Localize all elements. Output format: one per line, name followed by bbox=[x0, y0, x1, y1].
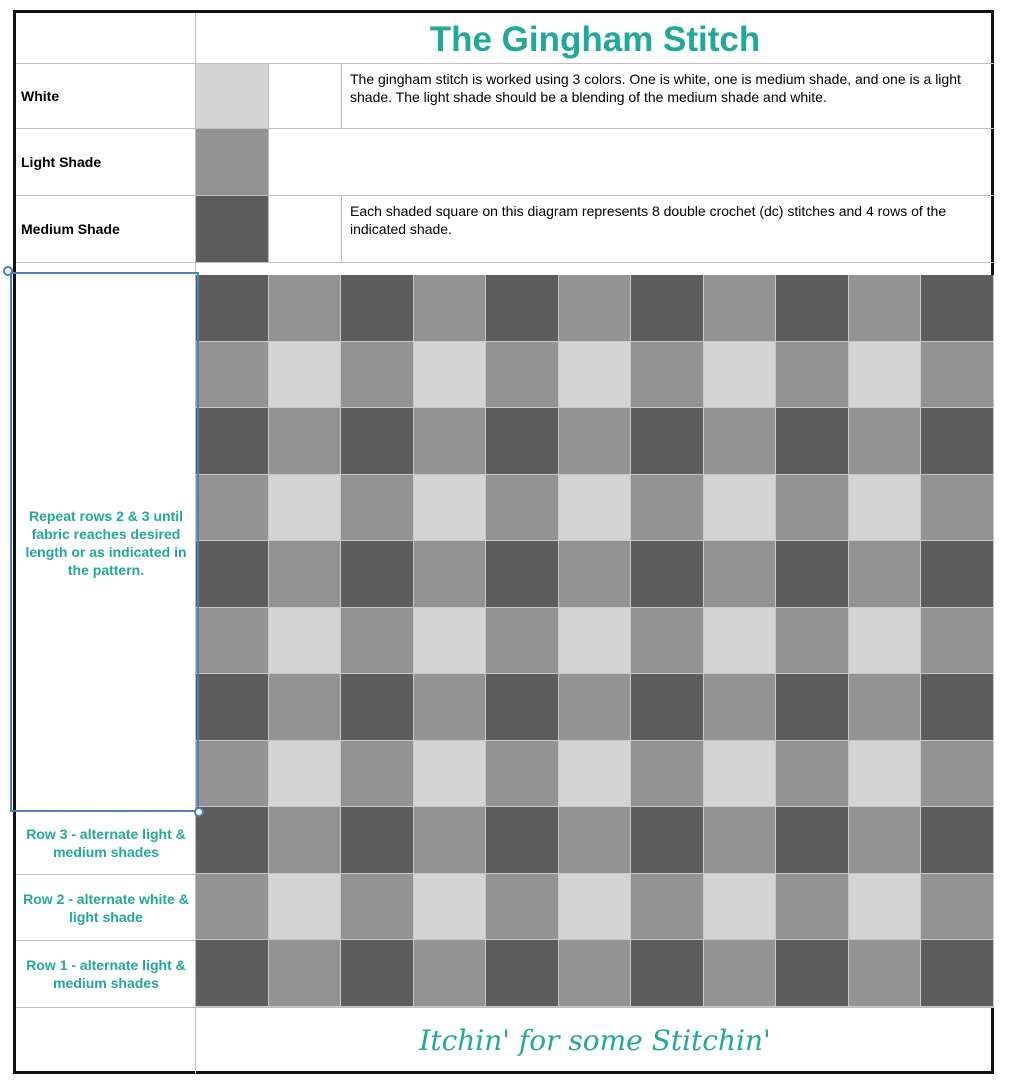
gingham-square bbox=[704, 342, 777, 409]
gingham-square bbox=[486, 475, 559, 542]
white-swatch bbox=[196, 64, 268, 128]
gingham-square bbox=[704, 741, 777, 808]
gingham-square bbox=[486, 342, 559, 409]
gingham-square bbox=[776, 475, 849, 542]
gingham-square bbox=[269, 475, 342, 542]
legend-light-label: Light Shade bbox=[21, 154, 102, 170]
gingham-square bbox=[921, 342, 994, 409]
gingham-square bbox=[196, 807, 269, 874]
gingham-square bbox=[631, 940, 704, 1007]
gingham-square bbox=[414, 807, 487, 874]
square-description: Each shaded square on this diagram represents 8 double crochet (dc) stitches and 4 rows of the indicated shade. bbox=[350, 203, 947, 237]
gingham-square bbox=[921, 275, 994, 342]
gingham-square bbox=[704, 608, 777, 675]
gingham-square bbox=[849, 475, 922, 542]
gingham-square bbox=[921, 408, 994, 475]
selection-handle-bottom-right[interactable] bbox=[194, 807, 204, 817]
gingham-square bbox=[486, 408, 559, 475]
gingham-square bbox=[849, 408, 922, 475]
gingham-square bbox=[631, 541, 704, 608]
gingham-square bbox=[631, 475, 704, 542]
gingham-square bbox=[631, 741, 704, 808]
gingham-square bbox=[414, 940, 487, 1007]
light-shade-swatch bbox=[196, 129, 268, 195]
gingham-square bbox=[776, 874, 849, 941]
gingham-square bbox=[704, 940, 777, 1007]
gingham-square bbox=[559, 807, 632, 874]
gingham-square bbox=[921, 541, 994, 608]
gingham-square bbox=[486, 275, 559, 342]
colors-description: The gingham stitch is worked using 3 colors. One is white, one is medium shade, and one is a light shade. The light shade should be a blending of the medium shade and white. bbox=[350, 71, 961, 105]
gingham-square bbox=[631, 608, 704, 675]
gingham-square bbox=[196, 608, 269, 675]
gingham-square bbox=[776, 342, 849, 409]
gingham-square bbox=[414, 408, 487, 475]
gingham-square bbox=[559, 541, 632, 608]
gingham-square bbox=[269, 275, 342, 342]
gingham-square bbox=[196, 741, 269, 808]
gingham-square bbox=[414, 541, 487, 608]
gingham-square bbox=[341, 342, 414, 409]
gingham-square bbox=[486, 874, 559, 941]
gingham-square bbox=[269, 940, 342, 1007]
gingham-square bbox=[704, 541, 777, 608]
gingham-square bbox=[486, 541, 559, 608]
row3-label: Row 3 - alternate light & medium shades bbox=[26, 826, 186, 860]
gingham-square bbox=[704, 275, 777, 342]
gingham-square bbox=[341, 940, 414, 1007]
gingham-square bbox=[776, 674, 849, 741]
gingham-square bbox=[341, 408, 414, 475]
gingham-square bbox=[921, 940, 994, 1007]
gingham-square bbox=[776, 807, 849, 874]
gingham-square bbox=[341, 275, 414, 342]
gingham-square bbox=[196, 342, 269, 409]
gingham-square bbox=[776, 608, 849, 675]
gingham-square bbox=[704, 408, 777, 475]
gingham-square bbox=[559, 342, 632, 409]
gingham-square bbox=[269, 807, 342, 874]
gingham-square bbox=[269, 541, 342, 608]
gingham-square bbox=[341, 541, 414, 608]
gingham-square bbox=[921, 874, 994, 941]
gingham-square bbox=[559, 475, 632, 542]
gingham-grid bbox=[196, 275, 994, 1007]
gingham-square bbox=[849, 608, 922, 675]
footer-tagline: Itchin' for some Stitchin' bbox=[419, 1023, 771, 1057]
gingham-square bbox=[921, 807, 994, 874]
gingham-square bbox=[849, 940, 922, 1007]
page-title: The Gingham Stitch bbox=[429, 19, 761, 59]
gingham-square bbox=[341, 741, 414, 808]
gingham-square bbox=[414, 475, 487, 542]
gingham-square bbox=[921, 608, 994, 675]
gingham-square bbox=[849, 807, 922, 874]
gingham-square bbox=[196, 275, 269, 342]
gingham-square bbox=[631, 275, 704, 342]
gingham-square bbox=[559, 408, 632, 475]
gingham-square bbox=[849, 342, 922, 409]
gingham-square bbox=[269, 608, 342, 675]
gingham-square bbox=[196, 541, 269, 608]
gingham-square bbox=[559, 940, 632, 1007]
gingham-square bbox=[631, 807, 704, 874]
gingham-square bbox=[776, 408, 849, 475]
gingham-square bbox=[414, 275, 487, 342]
medium-shade-swatch bbox=[196, 196, 268, 262]
gingham-square bbox=[921, 475, 994, 542]
row1-label: Row 1 - alternate light & medium shades bbox=[26, 957, 186, 991]
gingham-square bbox=[486, 674, 559, 741]
gingham-square bbox=[921, 674, 994, 741]
gingham-square bbox=[341, 874, 414, 941]
gingham-square bbox=[559, 608, 632, 675]
gingham-square bbox=[269, 408, 342, 475]
gingham-square bbox=[341, 475, 414, 542]
selection-handle-top-left[interactable] bbox=[3, 266, 13, 276]
gingham-square bbox=[559, 275, 632, 342]
gingham-square bbox=[486, 608, 559, 675]
gingham-square bbox=[849, 674, 922, 741]
gingham-square bbox=[559, 741, 632, 808]
gingham-square bbox=[776, 275, 849, 342]
gingham-square bbox=[921, 741, 994, 808]
gingham-square bbox=[849, 741, 922, 808]
gingham-square bbox=[196, 408, 269, 475]
gingham-square bbox=[196, 674, 269, 741]
gingham-square bbox=[704, 874, 777, 941]
row2-label: Row 2 - alternate white & light shade bbox=[23, 890, 189, 925]
gingham-square bbox=[631, 342, 704, 409]
gingham-square bbox=[414, 874, 487, 941]
gingham-square bbox=[704, 674, 777, 741]
gingham-square bbox=[341, 608, 414, 675]
gingham-square bbox=[269, 674, 342, 741]
gingham-square bbox=[269, 342, 342, 409]
gingham-square bbox=[704, 475, 777, 542]
gingham-square bbox=[486, 807, 559, 874]
gingham-square bbox=[341, 807, 414, 874]
legend-white-label: White bbox=[21, 88, 60, 104]
gingham-square bbox=[849, 541, 922, 608]
gingham-square bbox=[486, 741, 559, 808]
legend-medium-label: Medium Shade bbox=[21, 221, 120, 237]
gingham-square bbox=[414, 674, 487, 741]
column-divider bbox=[268, 63, 269, 263]
gingham-square bbox=[776, 741, 849, 808]
gingham-square bbox=[776, 940, 849, 1007]
gingham-square bbox=[269, 874, 342, 941]
cell-selection-box[interactable] bbox=[10, 272, 199, 812]
gingham-square bbox=[486, 940, 559, 1007]
gingham-square bbox=[559, 674, 632, 741]
gingham-square bbox=[269, 741, 342, 808]
gingham-square bbox=[631, 674, 704, 741]
gingham-square bbox=[631, 874, 704, 941]
repeat-rows-label: Repeat rows 2 & 3 until fabric reaches desired length or as indicated in the pattern. bbox=[25, 507, 187, 578]
gingham-square bbox=[414, 741, 487, 808]
gingham-square bbox=[776, 541, 849, 608]
gingham-square bbox=[559, 874, 632, 941]
row-divider bbox=[16, 262, 994, 263]
gingham-square bbox=[414, 608, 487, 675]
gingham-square bbox=[196, 940, 269, 1007]
gingham-square bbox=[341, 674, 414, 741]
gingham-square bbox=[196, 475, 269, 542]
gingham-square bbox=[631, 408, 704, 475]
gingham-square bbox=[196, 874, 269, 941]
gingham-square bbox=[414, 342, 487, 409]
gingham-square bbox=[704, 807, 777, 874]
gingham-square bbox=[849, 874, 922, 941]
gingham-square bbox=[849, 275, 922, 342]
